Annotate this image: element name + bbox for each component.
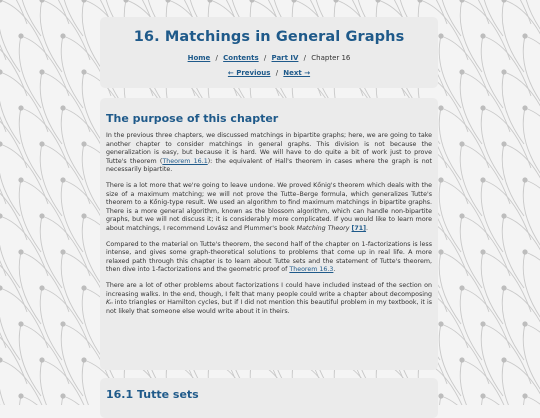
pattern-dot: [60, 249, 65, 254]
pattern-curve: [523, 252, 540, 324]
pattern-dot: [81, 0, 86, 3]
breadcrumb-separator: /: [263, 54, 267, 62]
pattern-curve: [481, 252, 503, 324]
pattern-dot: [81, 213, 86, 218]
pager-separator: /: [275, 69, 279, 77]
pattern-curve: [460, 216, 482, 288]
pattern-curve: [40, 72, 62, 144]
pattern-dot: [459, 285, 464, 290]
pattern-curve: [0, 0, 6, 60]
section-heading-tutte-sets: 16.1 Tutte sets: [106, 388, 199, 401]
pattern-dot: [18, 105, 23, 110]
pattern-dot: [333, 0, 338, 3]
pattern-dot: [18, 249, 23, 254]
breadcrumb: [100, 54, 438, 62]
chapter-pager: [100, 69, 438, 77]
pattern-dot: [60, 393, 65, 398]
pattern-dot: [291, 0, 296, 3]
pattern-curve: [61, 36, 83, 108]
pattern-curve: [439, 324, 461, 396]
pattern-dot: [417, 0, 422, 3]
pattern-dot: [81, 357, 86, 362]
pattern-dot: [480, 249, 485, 254]
pattern-curve: [481, 108, 503, 180]
pattern-curve: [460, 144, 482, 216]
pattern-curve: [523, 108, 540, 180]
pattern-curve: [19, 36, 41, 108]
pattern-curve: [504, 0, 540, 60]
pattern-dot: [0, 141, 3, 146]
pattern-dot: [165, 0, 170, 3]
next-chapter-link[interactable]: Next →: [283, 69, 311, 77]
pattern-dot: [18, 321, 23, 326]
pattern-dot: [459, 0, 464, 3]
pattern-dot: [39, 69, 44, 74]
pattern-dot: [438, 177, 443, 182]
previous-chapter-link[interactable]: ← Previous: [227, 69, 271, 77]
pattern-dot: [0, 213, 3, 218]
pattern-dot: [39, 285, 44, 290]
breadcrumb-separator: /: [303, 54, 307, 62]
pattern-dot: [501, 141, 506, 146]
pattern-curve: [460, 0, 482, 72]
page-title: 16. Matchings in General Graphs: [133, 29, 405, 45]
pattern-curve: [61, 324, 83, 396]
pattern-dot: [501, 0, 506, 3]
pattern-curve: [502, 216, 524, 288]
pattern-curve: [0, 360, 6, 405]
pattern-curve: [481, 180, 503, 252]
breadcrumb-separator: /: [215, 54, 218, 62]
pattern-dot: [39, 357, 44, 362]
pattern-dot: [522, 249, 527, 254]
math-k-n: Kₙ: [106, 299, 113, 307]
pattern-curve: [439, 180, 461, 252]
pattern-curve: [523, 0, 540, 36]
paragraph-3: Compared to the material on Tutte's theorem, the second half of the chapter on 1-factorizations is less intense, and gives some graph-theoretical solutions to problems that come up in real life. A more relaxed path through this chapter is to learn about Tutte sets and the statement of Tutte's theorem, then dive into 1-factorizations and the geometric proof of Theorem 16.3.: [106, 240, 432, 274]
pattern-curve: [19, 180, 41, 252]
pattern-curve: [460, 360, 482, 405]
pattern-dot: [480, 393, 485, 398]
pattern-dot: [501, 69, 506, 74]
pattern-curve: [523, 324, 540, 396]
pattern-curve: [504, 360, 540, 405]
pattern-curve: [439, 108, 461, 180]
pattern-dot: [522, 177, 527, 182]
pattern-dot: [480, 33, 485, 38]
chapter-purpose-section: [100, 98, 438, 370]
pattern-curve: [0, 72, 6, 132]
pattern-dot: [0, 357, 3, 362]
pattern-curve: [0, 144, 6, 204]
pattern-dot: [438, 33, 443, 38]
pattern-curve: [502, 288, 524, 360]
paragraph-2: There is a lot more that we're going to leave undone. We proved Kőnig's theorem which deals with the size of a maximum matching; we will not prove the Tutte–Berge formula, which generalizes Tutte's theorem to a Kőnig-type result. We used an algorithm to find maximum matchings in bipartite graphs. There is a more general algorithm, known as the blossom algorithm, which can handle non-bipartite graphs, but we will not discuss it; it is considerably more complicated. If you would like to learn more about matchings, I recommend Lovász and Plummer's book Matching Theory [71].: [106, 181, 432, 232]
pattern-curve: [504, 288, 540, 348]
pattern-curve: [40, 0, 62, 72]
pattern-dot: [438, 321, 443, 326]
pattern-dot: [438, 393, 443, 398]
pattern-dot: [522, 321, 527, 326]
pattern-dot: [459, 213, 464, 218]
pattern-dot: [375, 0, 380, 3]
pattern-curve: [40, 360, 62, 405]
book-title: Matching Theory: [296, 224, 350, 232]
pattern-curve: [460, 288, 482, 360]
breadcrumb-home-link[interactable]: Home: [187, 54, 211, 62]
pattern-dot: [18, 177, 23, 182]
paragraph-4: There are a lot of other problems about factorizations I could have included instead of the section on increasing walks. In the end, though, I felt that many people could write a chapter about decomposing Kₙ into triangles or Hamilton cycles, but if I did not mention this beautiful problem in my textbook, it is not likely that someone else would write about it in theirs.: [106, 281, 432, 315]
pattern-curve: [504, 144, 540, 204]
pattern-dot: [18, 33, 23, 38]
pattern-curve: [19, 324, 41, 396]
pattern-dot: [501, 357, 506, 362]
pattern-dot: [39, 0, 44, 3]
pattern-dot: [39, 213, 44, 218]
pattern-dot: [0, 285, 3, 290]
pattern-dot: [522, 393, 527, 398]
chapter-header: [100, 17, 438, 88]
pattern-curve: [439, 0, 461, 36]
theorem-16-3-link[interactable]: Theorem 16.3: [289, 266, 334, 274]
pattern-curve: [0, 360, 20, 405]
pattern-dot: [480, 105, 485, 110]
pattern-curve: [40, 288, 62, 360]
pattern-curve: [481, 36, 503, 108]
next-section-card: [100, 378, 438, 418]
pattern-curve: [61, 0, 83, 36]
pattern-dot: [123, 0, 128, 3]
section-heading: The purpose of this chapter: [106, 112, 279, 125]
pattern-dot: [480, 321, 485, 326]
pattern-curve: [0, 216, 6, 276]
pattern-dot: [81, 141, 86, 146]
pattern-dot: [0, 69, 3, 74]
pattern-curve: [460, 72, 482, 144]
pattern-dot: [18, 393, 23, 398]
pattern-curve: [40, 216, 62, 288]
pattern-dot: [522, 105, 527, 110]
pattern-dot: [459, 69, 464, 74]
pattern-curve: [523, 36, 540, 108]
pattern-curve: [439, 252, 461, 324]
breadcrumb-contents-link[interactable]: Contents: [223, 54, 259, 62]
pattern-curve: [502, 360, 524, 405]
pattern-curve: [0, 288, 6, 348]
pattern-curve: [19, 108, 41, 180]
pattern-dot: [0, 0, 3, 3]
pattern-dot: [501, 213, 506, 218]
paragraph-1: In the previous three chapters, we discussed matchings in bipartite graphs; here, we are going to take another chapter to consider matchings in general graphs. This division is not because the generalization is easy, but because it is hard. We will have to do quite a bit of work just to prove Tutte's theorem (Theorem 16.1): the equivalent of Hall's theorem in cases where the graph is not necessarily bipartite.: [106, 132, 433, 174]
pattern-curve: [19, 252, 41, 324]
pattern-dot: [207, 0, 212, 3]
pattern-dot: [60, 321, 65, 326]
pattern-dot: [438, 249, 443, 254]
pattern-curve: [61, 108, 83, 180]
pattern-dot: [459, 141, 464, 146]
pattern-curve: [481, 324, 503, 396]
breadcrumb-part-link[interactable]: Part IV: [271, 54, 299, 62]
pattern-dot: [60, 105, 65, 110]
pattern-curve: [481, 0, 503, 36]
pattern-curve: [502, 72, 524, 144]
pattern-curve: [19, 0, 41, 36]
pattern-curve: [504, 72, 540, 132]
pattern-dot: [60, 177, 65, 182]
pattern-dot: [60, 33, 65, 38]
pattern-curve: [502, 0, 524, 72]
pattern-curve: [525, 396, 540, 405]
citation-71-link[interactable]: [71]: [351, 224, 367, 232]
pattern-curve: [40, 144, 62, 216]
theorem-16-1-link[interactable]: Theorem 16.1: [162, 157, 208, 165]
pattern-dot: [501, 285, 506, 290]
pattern-dot: [81, 69, 86, 74]
pattern-dot: [81, 285, 86, 290]
pattern-dot: [459, 357, 464, 362]
pattern-curve: [439, 36, 461, 108]
pattern-curve: [502, 144, 524, 216]
pattern-dot: [480, 177, 485, 182]
pattern-dot: [39, 141, 44, 146]
pattern-curve: [61, 180, 83, 252]
pattern-curve: [504, 216, 540, 276]
pattern-dot: [249, 0, 254, 3]
pattern-curve: [61, 252, 83, 324]
pattern-curve: [523, 180, 540, 252]
pattern-dot: [438, 105, 443, 110]
breadcrumb-current: Chapter 16: [311, 54, 351, 62]
pattern-dot: [522, 33, 527, 38]
